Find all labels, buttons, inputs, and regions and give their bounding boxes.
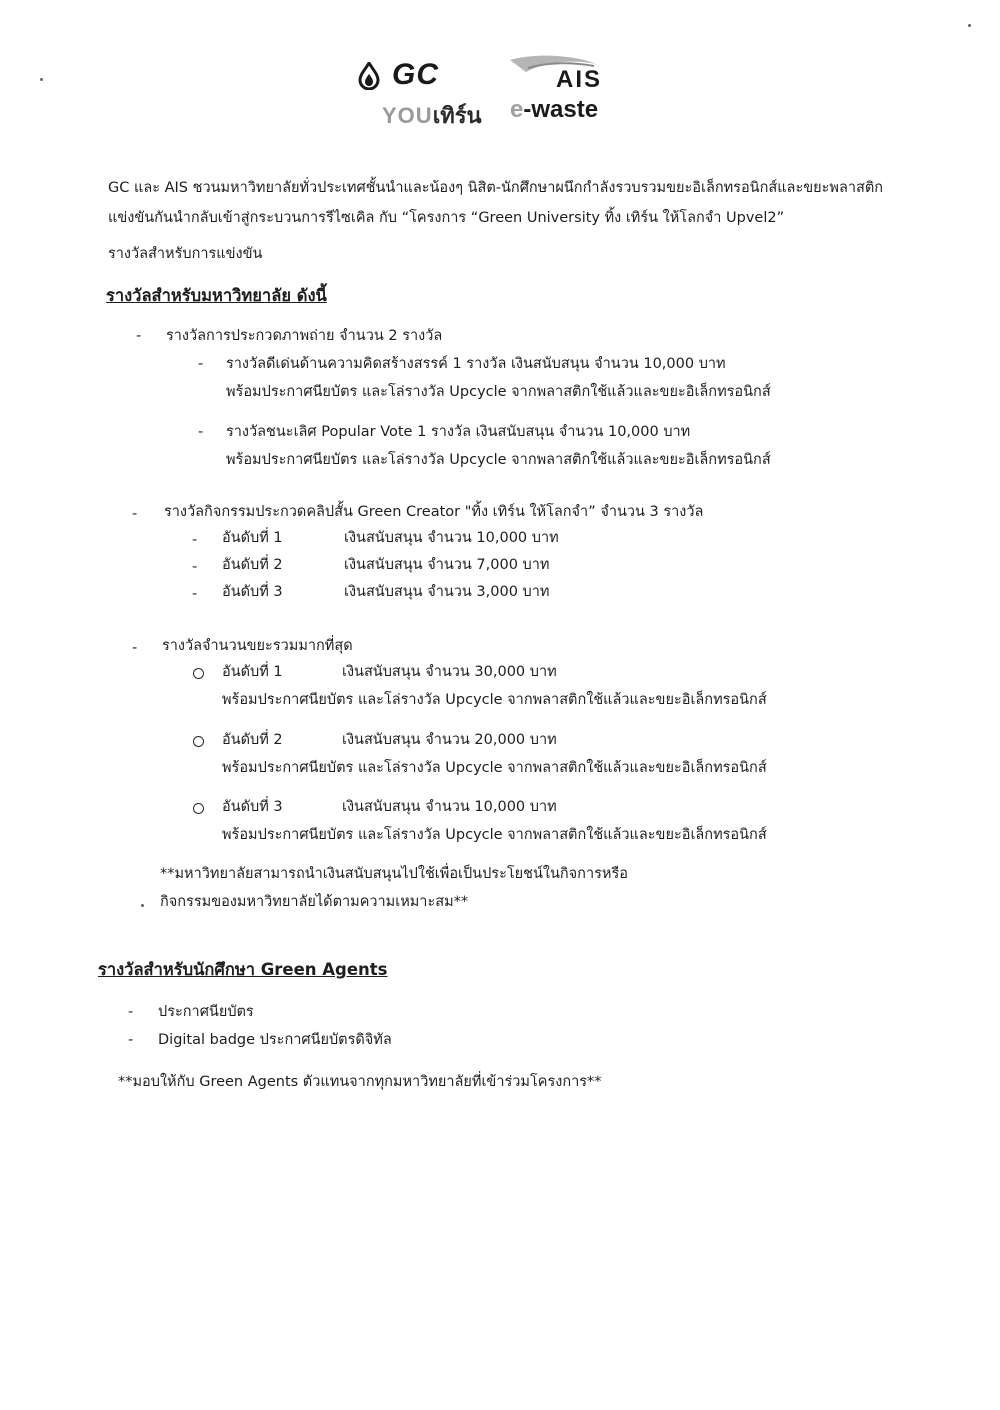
bullet-dash: - [128,1004,134,1020]
scan-speck [968,24,971,27]
photo-contest-title: รางวัลการประกวดภาพถ่าย จำนวน 2 รางวัล [166,328,443,344]
clip-contest-title: รางวัลกิจกรรมประกวดคลิปสั้น Green Creator "ทิ้ง เทิร์น ให้โลกจำ” จำนวน 3 รางวัล [164,504,704,520]
waste-award-title: รางวัลจำนวนขยะรวมมากที่สุด [162,638,353,654]
photo-creative-line-2: พร้อมประกาศนียบัตร และโล่รางวัล Upcycle จากพลาสติกใช้แล้วและขยะอิเล็กทรอนิกส์ [226,384,771,400]
you-logo-text: YOU [382,103,433,128]
bullet-circle [193,668,204,679]
clip-rank-2-label: อันดับที่ 2 [222,557,283,573]
university-note-line-1: **มหาวิทยาลัยสามารถนำเงินสนับสนุนไปใช้เพื่อเป็นประโยชน์ในกิจการหรือ [160,866,628,882]
bullet-circle [193,803,204,814]
ais-logo: AIS [556,66,603,93]
bullet-dash: - [132,506,138,522]
waste-rank-1-amount: เงินสนับสนุน จำนวน 30,000 บาท [342,664,557,680]
photo-popular-line-2: พร้อมประกาศนียบัตร และโล่รางวัล Upcycle จากพลาสติกใช้แล้วและขยะอิเล็กทรอนิกส์ [226,452,771,468]
learn-logo-text: เทิร์น [432,103,482,128]
intro-line-1: GC และ AIS ชวนมหาวิทยาลัยทั่วประเทศชั้นนำและน้องๆ นิสิต-นักศึกษาผนึกกำลังรวบรวมขยะอิเล็กทรอนิกส์และขยะพลาสติก [108,180,884,196]
clip-rank-1-amount: เงินสนับสนุน จำนวน 10,000 บาท [344,530,559,546]
clip-rank-3-amount: เงินสนับสนุน จำนวน 3,000 บาท [344,584,550,600]
you-learn-logo [382,98,482,133]
bullet-dash: - [192,559,198,575]
photo-creative-line-1: รางวัลดีเด่นด้านความคิดสร้างสรรค์ 1 รางวัล เงินสนับสนุน จำนวน 10,000 บาท [226,356,726,372]
bullet-dash: - [128,1032,134,1048]
students-item-1: ประกาศนียบัตร [158,1004,254,1020]
intro-line-3: รางวัลสำหรับการแข่งขัน [108,246,263,262]
waste-rank-3-label: อันดับที่ 3 [222,799,283,815]
students-item-2: Digital badge ประกาศนียบัตรดิจิทัล [158,1032,392,1048]
waste-rank-3-amount: เงินสนับสนุน จำนวน 10,000 บาท [342,799,557,815]
waste-rank-3-detail: พร้อมประกาศนียบัตร และโล่รางวัล Upcycle จากพลาสติกใช้แล้วและขยะอิเล็กทรอนิกส์ [222,827,767,843]
bullet-dash: - [198,356,204,372]
waste-rank-2-detail: พร้อมประกาศนียบัตร และโล่รางวัล Upcycle จากพลาสติกใช้แล้วและขยะอิเล็กทรอนิกส์ [222,760,767,776]
ewaste-text: -waste [523,96,599,123]
bullet-dash: - [136,328,142,344]
ewaste-e-text: e [510,96,524,123]
scan-speck [141,904,144,907]
clip-rank-1-label: อันดับที่ 1 [222,530,283,546]
ewaste-logo [510,96,598,124]
bullet-circle [193,736,204,747]
bullet-dash: - [198,424,204,440]
university-note-line-2: กิจกรรมของมหาวิทยาลัยได้ตามความเหมาะสม** [160,894,469,910]
scan-speck [40,78,43,81]
waste-rank-2-amount: เงินสนับสนุน จำนวน 20,000 บาท [342,732,557,748]
intro-line-2: แข่งขันกันนำกลับเข้าสู่กระบวนการรีไซเคิล กับ “โครงการ “Green University ทิ้ง เทิร์น ให้โลกจำ Upvel2” [108,210,785,226]
students-note: **มอบให้กับ Green Agents ตัวแทนจากทุกมหาวิทยาลัยที่เข้าร่วมโครงการ** [118,1074,602,1090]
bullet-dash: - [192,532,198,548]
students-heading: รางวัลสำหรับนักศึกษา Green Agents [98,960,388,979]
gc-logo: GC [392,58,439,91]
waste-rank-1-label: อันดับที่ 1 [222,664,283,680]
waste-rank-2-label: อันดับที่ 2 [222,732,283,748]
university-heading: รางวัลสำหรับมหาวิทยาลัย ดังนี้ [106,286,327,305]
photo-popular-line-1: รางวัลชนะเลิศ Popular Vote 1 รางวัล เงินสนับสนุน จำนวน 10,000 บาท [226,424,691,440]
waste-rank-1-detail: พร้อมประกาศนียบัตร และโล่รางวัล Upcycle จากพลาสติกใช้แล้วและขยะอิเล็กทรอนิกส์ [222,692,767,708]
bullet-dash: - [192,586,198,602]
clip-rank-3-label: อันดับที่ 3 [222,584,283,600]
header-logos [380,50,640,130]
gc-drop-icon [358,62,380,90]
clip-rank-2-amount: เงินสนับสนุน จำนวน 7,000 บาท [344,557,550,573]
bullet-dash: - [132,640,138,656]
